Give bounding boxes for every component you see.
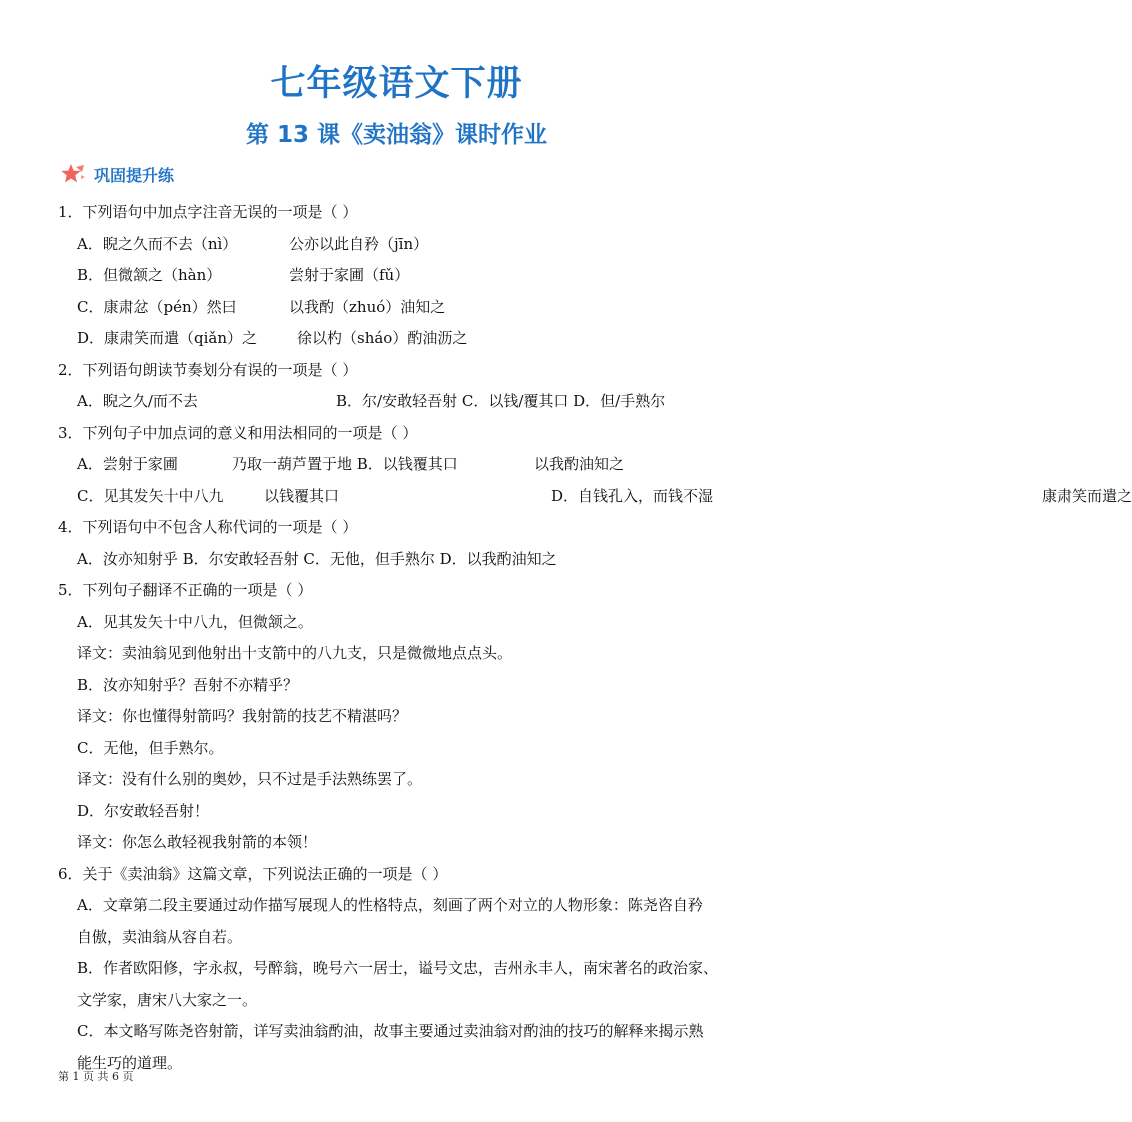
question-line (58, 386, 748, 418)
question-line (58, 607, 748, 639)
option-text: B．但微颔之（hàn） (77, 266, 222, 284)
question-line (58, 827, 748, 859)
option-text: A．睨之久/而不去 (77, 392, 198, 410)
option-text: 译文：你也懂得射箭吗？我射箭的技艺不精湛吗？ (77, 707, 408, 725)
option-text: 以我酌（zhuó）油知之 (289, 297, 446, 316)
question-line (58, 449, 748, 481)
option-text: 公亦以此自矜（jīn） (289, 234, 429, 253)
question-line (58, 1016, 748, 1048)
question-stem: 4．下列语句中不包含人称代词的一项是（ ） (58, 518, 358, 536)
option-text: C．本文略写陈尧咨射箭，详写卖油翁酌油，故事主要通过卖油翁对酌油的技巧的解释来揭示熟 (77, 1022, 704, 1040)
option-text: C．无他，但手熟尔。 (77, 738, 224, 757)
option-text: 自傲，卖油翁从容自若。 (77, 927, 243, 946)
page-title: 七年级语文下册 (270, 64, 523, 104)
section-header (60, 162, 174, 186)
option-text: 文学家，唐宋八大家之一。 (77, 990, 258, 1009)
option-text: A．汝亦知射乎 B．尔安敢轻吾射 C．无他，但手熟尔 D．以我酌油知之 (77, 549, 557, 568)
question-stem: 2．下列语句朗读节奏划分有误的一项是（ ） (58, 360, 358, 379)
question-line (58, 1048, 748, 1080)
question-line (58, 638, 748, 670)
option-text: A．文章第二段主要通过动作描写展现人的性格特点，刻画了两个对立的人物形象：陈尧咨自矜 (77, 896, 703, 914)
question-line (58, 701, 748, 733)
question-line (58, 890, 748, 922)
option-text: B．汝亦知射乎？吾射不亦精乎？ (77, 675, 299, 694)
question-line (58, 953, 748, 985)
option-text: A．见其发矢十中八九，但微颔之。 (77, 612, 313, 631)
option-text: C．康肃忿（pén）然曰 (77, 297, 237, 316)
option-text: D．尔安敢轻吾射！ (77, 801, 210, 820)
question-line (58, 323, 748, 355)
option-text: 康肃笑而遣之 (1042, 486, 1132, 505)
question-line (58, 481, 1132, 513)
option-text: 译文：卖油翁见到他射出十支箭中的八九支，只是微微地点点头。 (77, 644, 513, 662)
page-subtitle: 第 13 课《卖油翁》课时作业 (245, 122, 548, 148)
option-text: 乃取一葫芦置于地 B．以钱覆其口 (232, 455, 458, 473)
option-text: 尝射于家圃（fǔ） (289, 266, 410, 284)
question-line (58, 764, 748, 796)
question-stem: 1．下列语句中加点字注音无误的一项是（ ） (58, 203, 358, 221)
question-line (58, 670, 748, 702)
star-icon (60, 163, 86, 185)
option-text: 徐以杓（sháo）酌油沥之 (297, 329, 468, 347)
option-text: 能生巧的道理。 (77, 1053, 183, 1072)
option-text: C．见其发矢十中八九 (77, 486, 224, 505)
option-text: 译文：你怎么敢轻视我射箭的本领！ (77, 833, 318, 851)
question-line (58, 292, 748, 324)
section-label: 巩固提升练 (94, 165, 175, 185)
option-text: B．作者欧阳修，字永叔，号醉翁，晚号六一居士，谥号文忠，吉州永丰人，南宋著名的政治家、 (77, 959, 719, 977)
question-line (58, 544, 748, 576)
option-text: D．自钱孔入，而钱不湿 (551, 486, 714, 505)
option-text: D．康肃笑而遣（qiǎn）之 (77, 329, 258, 347)
option-text: B．尔/安敢轻吾射 C．以钱/覆其口 D．但/手熟尔 (336, 392, 666, 410)
question-line (58, 796, 748, 828)
question-line (58, 733, 748, 765)
option-text: A．尝射于家圃 (77, 455, 178, 473)
page-footer: 第 1 页 共 6 页 (58, 1070, 134, 1083)
question-line (58, 985, 748, 1017)
question-stem: 5．下列句子翻译不正确的一项是（ ） (58, 581, 313, 599)
question-stem: 3．下列句子中加点词的意义和用法相同的一项是（ ） (58, 423, 418, 442)
question-line (58, 260, 748, 292)
question-list (58, 197, 1132, 1079)
question-stem: 6．关于《卖油翁》这篇文章，下列说法正确的一项是（ ） (58, 864, 448, 883)
option-text: 以钱覆其口 (264, 486, 340, 505)
question-line (58, 922, 748, 954)
option-text: 译文：没有什么别的奥妙，只不过是手法熟练罢了。 (77, 770, 423, 788)
option-text: 以我酌油知之 (534, 455, 625, 473)
question-line (58, 229, 748, 261)
option-text: A．睨之久而不去（nì） (77, 234, 238, 253)
